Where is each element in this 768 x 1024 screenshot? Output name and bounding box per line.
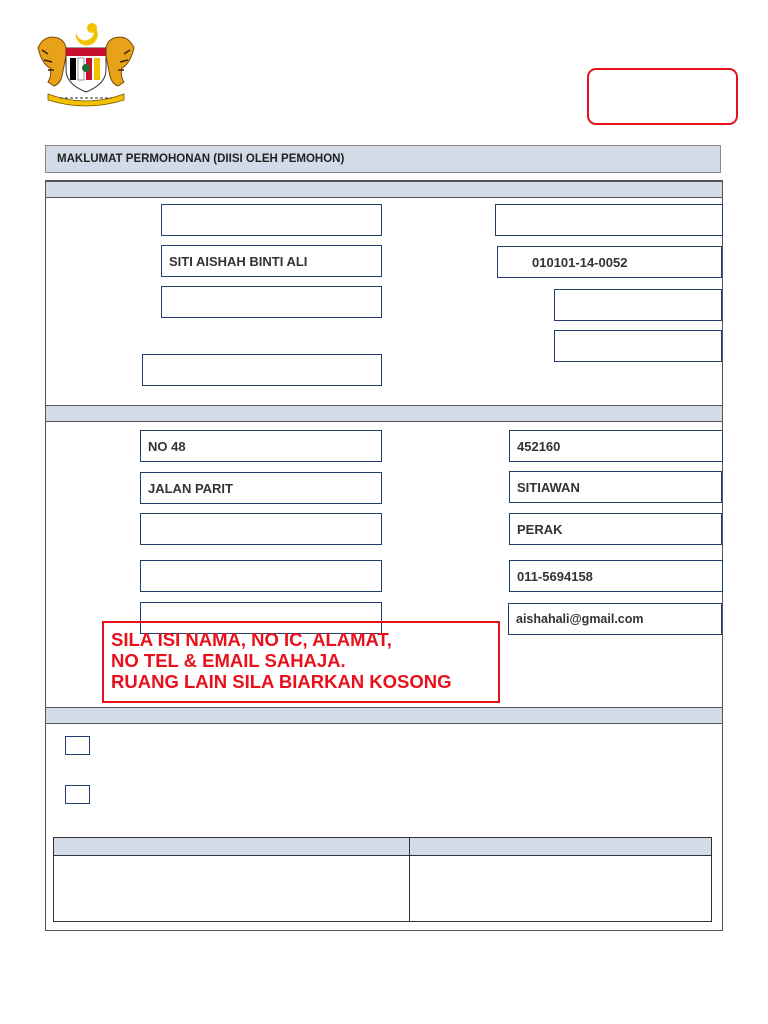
postcode-value: 452160 [517, 438, 561, 454]
signature-table [53, 837, 712, 922]
address-line2-value: JALAN PARIT [148, 480, 233, 496]
field-blank-4[interactable] [554, 289, 722, 321]
notice-line-2: NO TEL & EMAIL SAHAJA. [111, 650, 346, 671]
field-blank-6[interactable] [142, 354, 382, 386]
option-checkbox-1[interactable] [65, 736, 90, 755]
field-blank-5[interactable] [554, 330, 722, 362]
email-field[interactable] [508, 603, 722, 635]
address-line3-field[interactable] [140, 513, 382, 545]
address-line4-field[interactable] [140, 560, 382, 592]
section-band-options [46, 707, 722, 724]
address-line1-field[interactable] [140, 430, 382, 462]
email-value: aishahali@gmail.com [516, 612, 644, 626]
city-value: SITIAWAN [517, 479, 580, 495]
name-value: SITI AISHAH BINTI ALI [169, 253, 308, 269]
section-band-address [46, 405, 722, 422]
state-field[interactable] [509, 513, 722, 545]
reference-box [587, 68, 738, 125]
ic-number-field[interactable] [497, 246, 722, 278]
signature-cell-left[interactable] [54, 857, 409, 921]
name-field[interactable] [161, 245, 382, 277]
section-title: MAKLUMAT PERMOHONAN (DIISI OLEH PEMOHON) [57, 153, 345, 165]
instruction-notice [102, 621, 500, 703]
field-blank-3[interactable] [161, 286, 382, 318]
option-checkbox-2[interactable] [65, 785, 90, 804]
signature-cell-right[interactable] [410, 857, 711, 921]
ic-number-value: 010101-14-0052 [532, 254, 628, 270]
address-line1-value: NO 48 [148, 438, 186, 454]
notice-line-1: SILA ISI NAMA, NO IC, ALAMAT, [111, 629, 392, 650]
postcode-field[interactable] [509, 430, 723, 462]
address-line2-field[interactable] [140, 472, 382, 504]
field-blank-2[interactable] [495, 204, 723, 236]
phone-field[interactable] [509, 560, 723, 592]
section-band-personal [46, 181, 722, 198]
section-header [45, 145, 721, 173]
signature-table-header [54, 838, 711, 856]
coat-of-arms-icon [30, 18, 142, 108]
field-blank-1[interactable] [161, 204, 382, 236]
state-value: PERAK [517, 521, 563, 537]
notice-line-3: RUANG LAIN SILA BIARKAN KOSONG [111, 671, 452, 692]
city-field[interactable] [509, 471, 722, 503]
phone-value: 011-5694158 [517, 568, 593, 584]
